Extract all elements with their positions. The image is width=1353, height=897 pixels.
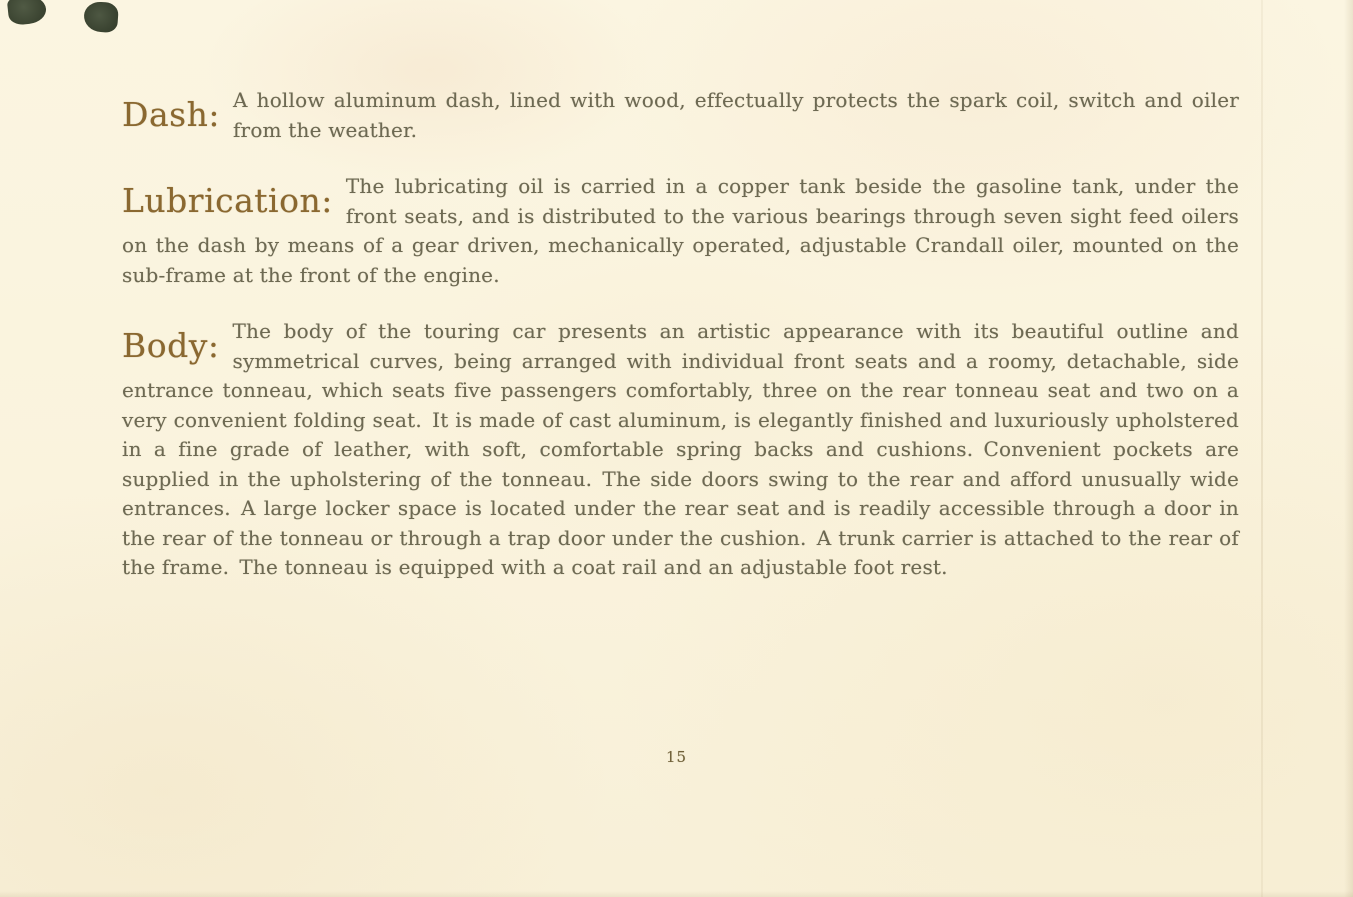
section-body-text: The body of the touring car presents an artistic appearance with its beautiful outline and symmetrical curves, being arranged with individual front seats and a roomy, detachable, side entrance tonneau, which seats five passengers comfortably, three on the rear tonneau seat and two on a very convenient folding seat. It is made of cast aluminum, is elegantly finished and luxuriously upholstered in a fine grade of leather, with soft, comfortable spring backs and cushions. Convenient pockets are supplied in the upholstering of the tonneau. The side doors swing to the rear and afford unusually wide entrances. A large locker space is located under the rear seat and is readily accessible through a door in the rear of the tonneau or through a trap door under the cushion. A trunk carrier is attached to the rear of the frame. The tonneau is equipped with a coat rail and an adjustable foot rest. <box>122 319 1239 579</box>
section-body-heading: Body: <box>122 326 220 365</box>
section-lubrication-text: The lubricating oil is carried in a copper tank beside the gasoline tank, under the front seats, and is distributed to the various bearings through seven sight feed oilers on the dash by means of a gear driven, mechanically operated, adjustable Crandall oiler, mounted on the sub-frame at the front of the engine. <box>122 174 1239 287</box>
page-edge-shading <box>1344 0 1353 897</box>
page-crease <box>1261 0 1263 897</box>
section-dash <box>122 86 1239 145</box>
scan-artifact-mark <box>83 1 119 33</box>
section-body <box>122 317 1239 583</box>
scan-artifact-mark <box>7 0 48 26</box>
section-dash-text: A hollow aluminum dash, lined with wood, effectually protects the spark coil, switch and oiler from the weather. <box>232 88 1239 142</box>
page-content <box>122 86 1239 610</box>
page-number: 15 <box>665 748 688 766</box>
section-lubrication-heading: Lubrication: <box>122 181 333 220</box>
page-edge-shading <box>0 891 1353 897</box>
section-lubrication <box>122 172 1239 290</box>
section-dash-heading: Dash: <box>122 95 220 134</box>
